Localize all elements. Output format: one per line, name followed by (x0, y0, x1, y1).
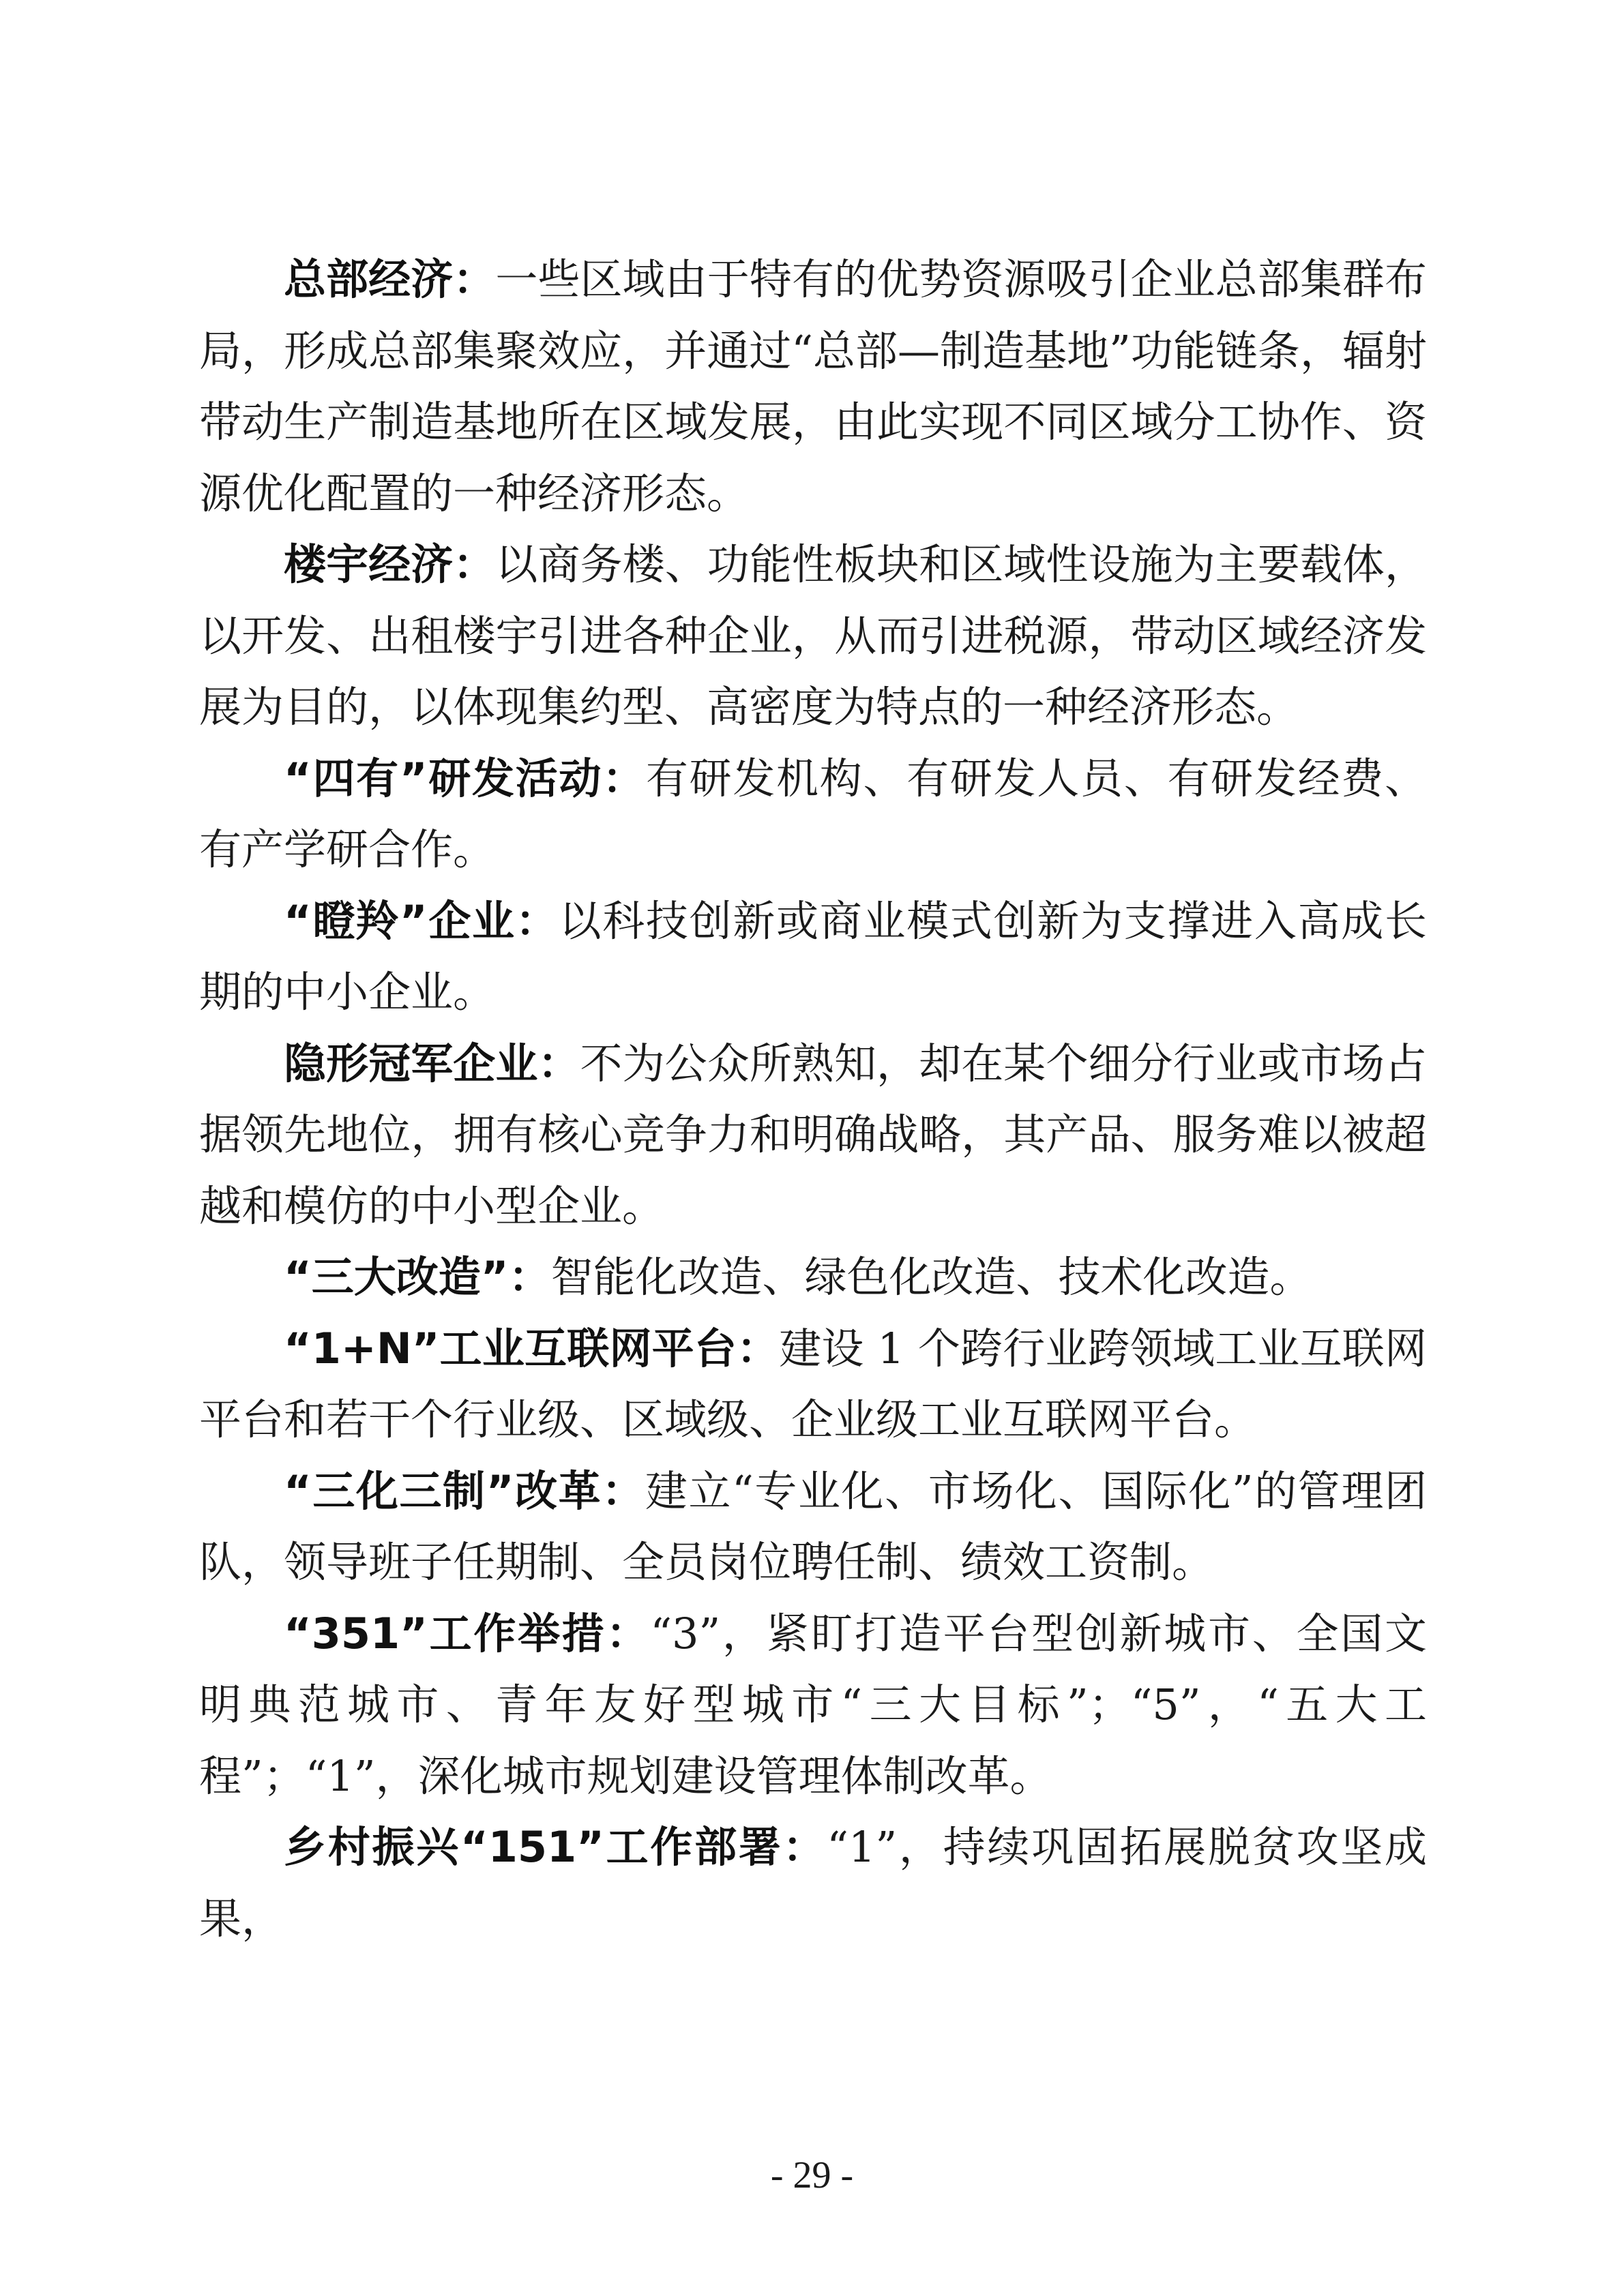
definition-term: “三大改造”： (284, 1252, 551, 1302)
definition-paragraph (199, 1028, 1427, 1242)
definition-text: “3”，紧盯打造平台型创新城市、全国文明典范城市、青年友好型城市“三大目标”；“5”，“五大工程”；“1”，深化城市规划建设管理体制改革。 (199, 1608, 1427, 1801)
definition-text: 以商务楼、功能性板块和区域性设施为主要载体，以开发、出租楼宇引进各种企业，从而引进税源，带动区域经济发展为目的，以体现集约型、高密度为特点的一种经济形态。 (199, 539, 1427, 732)
definition-text: 以科技创新或商业模式创新为支撑进入高成长期的中小企业。 (199, 895, 1427, 1017)
definition-paragraph (199, 743, 1427, 886)
document-body (199, 244, 1427, 1954)
definition-term: 楼宇经济： (284, 539, 496, 589)
definition-paragraph (199, 1598, 1427, 1813)
definition-term: 隐形冠军企业： (284, 1038, 580, 1088)
definition-term: “瞪羚”企业： (284, 895, 559, 946)
definition-term: 总部经济： (284, 254, 496, 304)
definition-text: 建设 1 个跨行业跨领域工业互联网平台和若干个行业级、区域级、企业级工业互联网平台。 (199, 1323, 1427, 1444)
definition-text: 一些区域由于特有的优势资源吸引企业总部集群布局，形成总部集聚效应，并通过“总部—制造基地”功能链条，辐射带动生产制造基地所在区域发展，由此实现不同区域分工协作、资源优化配置的一种经济形态。 (199, 254, 1427, 518)
definition-paragraph (199, 244, 1427, 529)
definition-term: 乡村振兴“151”工作部署： (284, 1822, 827, 1872)
definition-paragraph (199, 529, 1427, 743)
definition-paragraph (199, 886, 1427, 1028)
definition-text: 智能化改造、绿色化改造、技术化改造。 (550, 1252, 1312, 1302)
definition-paragraph (199, 1313, 1427, 1456)
definition-paragraph (199, 1456, 1427, 1598)
definition-term: “351”工作举措： (284, 1608, 651, 1658)
definition-text: 有研发机构、有研发人员、有研发经费、有产学研合作。 (199, 753, 1427, 874)
definition-text: “1”，持续巩固拓展脱贫攻坚成果， (199, 1822, 1427, 1943)
definition-term: “四有”研发活动： (284, 753, 646, 803)
definition-paragraph (199, 1242, 1427, 1313)
page-number: - 29 - (770, 2154, 854, 2196)
definition-text: 不为公众所熟知，却在某个细分行业或市场占据领先地位，拥有核心竞争力和明确战略，其产品、服务难以被超越和模仿的中小型企业。 (199, 1038, 1427, 1231)
definition-term: “三化三制”改革： (284, 1465, 645, 1516)
definition-term: “1+N”工业互联网平台： (284, 1323, 780, 1373)
definition-text: 建立“专业化、市场化、国际化”的管理团队，领导班子任期制、全员岗位聘任制、绩效工资制。 (199, 1465, 1427, 1587)
definition-paragraph (199, 1812, 1427, 1954)
